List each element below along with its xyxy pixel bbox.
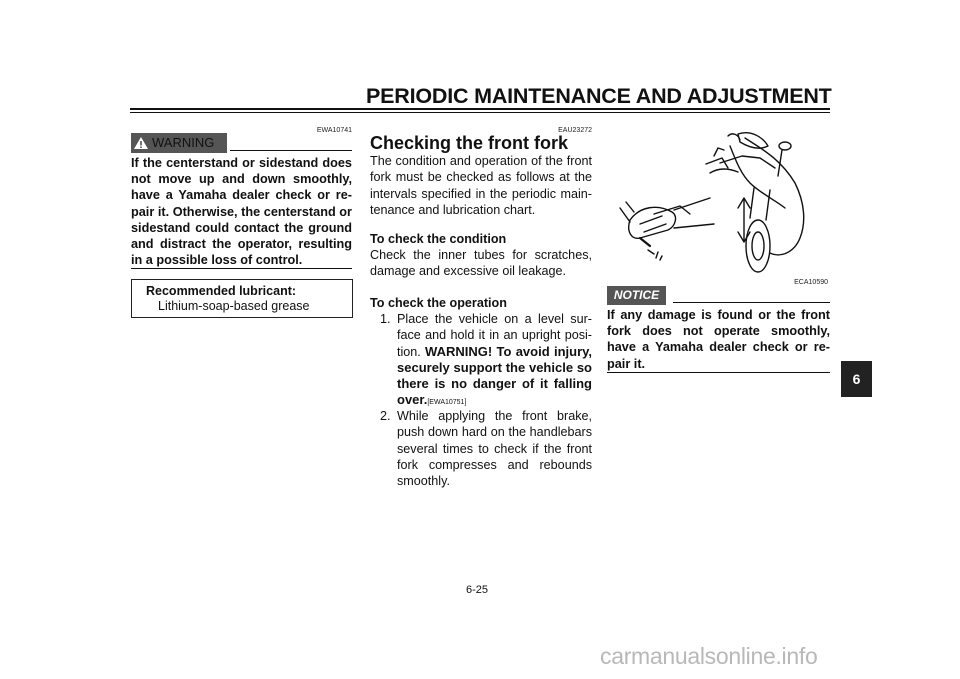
intro-text: The condition and operation of the front fork must be checked as follows at the intervals specified in the periodic main-tenance and lubrication chart. (370, 154, 592, 217)
section-title: Checking the front fork (370, 133, 569, 153)
notice-text: If any damage is found or the front fork does not operate smoothly, have a Yamaha dealer check or re-pair it. (607, 308, 830, 371)
notice-end-rule (607, 372, 830, 373)
condition-heading: To check the condition (370, 232, 507, 246)
lubricant-value: Lithium-soap-based grease (158, 299, 310, 313)
step-2-text: While applying the front brake, push down hard on the handlebars several times to check if the front fork compresses and rebounds smoothly. (397, 409, 592, 489)
lubricant-box (131, 279, 353, 318)
warning-code: EWA10741 (316, 127, 352, 134)
lubricant-label: Recommended lubricant: (146, 284, 297, 298)
chapter-tab: 6 (841, 361, 872, 397)
warning-label: WARNING (152, 135, 215, 150)
front-fork-illustration (610, 128, 830, 278)
step-1-number: 1. (380, 312, 391, 326)
header-rule-thin (130, 112, 830, 113)
header-rule (130, 108, 830, 110)
page-number: 6-25 (466, 584, 489, 596)
warning-end-rule (131, 268, 352, 269)
condition-text: Check the inner tubes for scratches, damage and excessive oil leakage. (370, 248, 592, 279)
step-1-warning: WARNING! To avoid injury, securely support the vehicle so there is no danger of it falling over. (397, 343, 593, 408)
notice-badge: NOTICE (607, 286, 666, 305)
watermark: carmanualsonline.info (600, 643, 818, 669)
page-title: PERIODIC MAINTENANCE AND ADJUSTMENT (366, 84, 832, 108)
step-1-code: [EWA10751] (427, 399, 467, 407)
step-2-number: 2. (380, 409, 391, 423)
warning-triangle-icon (133, 136, 149, 150)
warning-text: If the centerstand or sidestand does not move up and down smoothly, have a Yamaha dealer check or re-pair it. Otherwise, the centerstand or sidestand could contact the ground and distract the operator, resulting in a possible loss of control. (131, 156, 352, 268)
operation-heading: To check the operation (370, 296, 507, 310)
figure-code: ECA10590 (794, 279, 828, 286)
step-1-body: Place the vehicle on a level sur-face and hold it in an upright posi-tion. (397, 312, 592, 359)
warning-rule (230, 150, 352, 151)
notice-rule (673, 302, 830, 303)
section-code: EAU23272 (558, 127, 592, 134)
step-1-text (397, 311, 592, 412)
